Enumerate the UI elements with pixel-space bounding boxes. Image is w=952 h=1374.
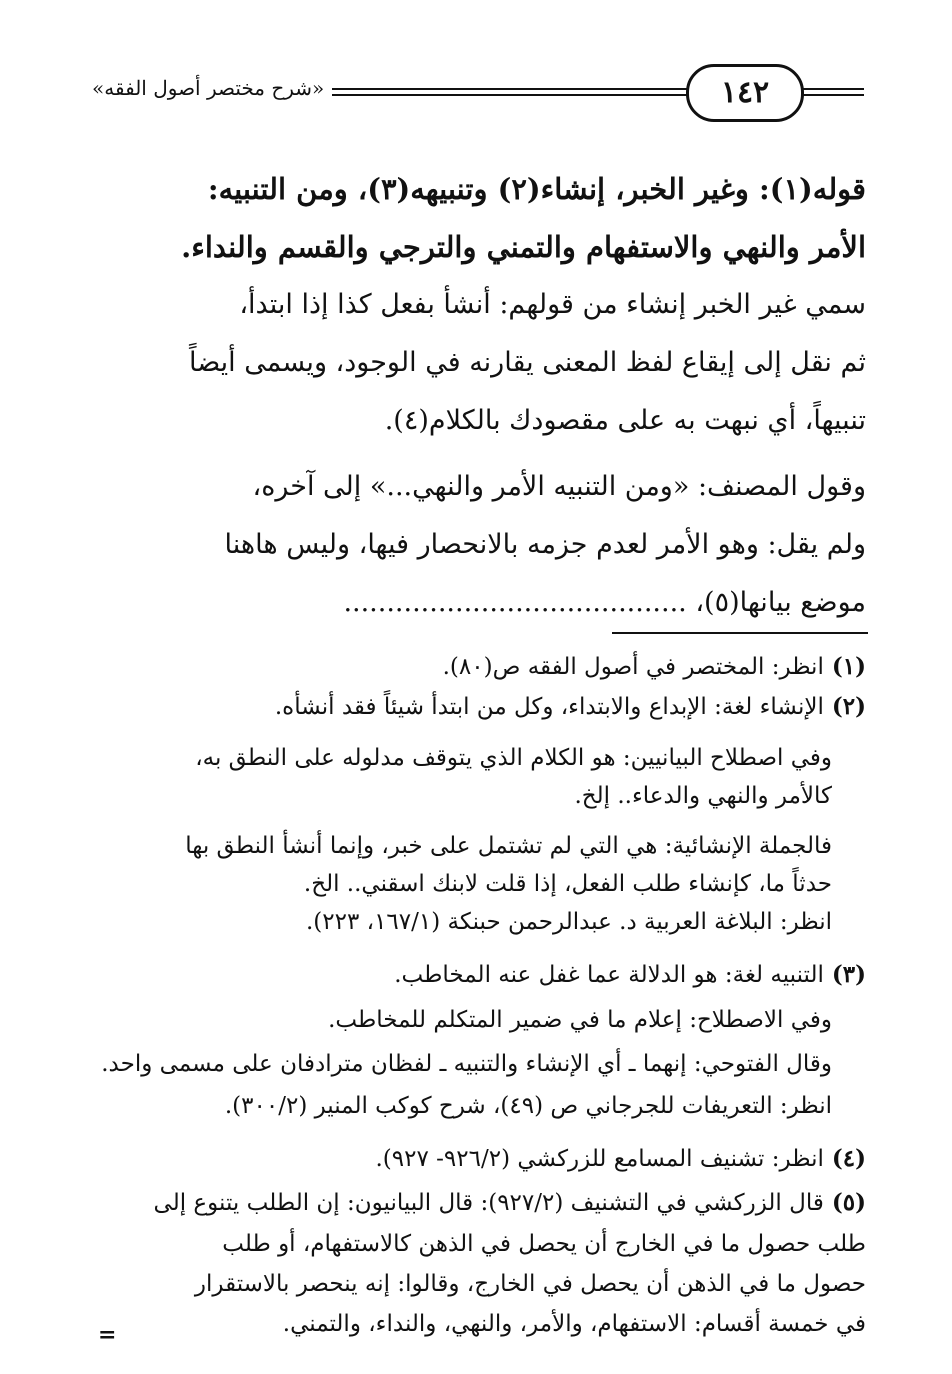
- footnote-5-line: حصول ما في الذهن أن يحصل في الخارج، وقالوا: إنه ينحصر بالاستقرار: [194, 1271, 866, 1297]
- footnote-2: (٢)الإنشاء لغة: الإبداع والابتداء، وكل من ابتدأ شيئاً فقد أنشأه.: [274, 693, 866, 720]
- footnote-5-line: طلب حصول ما في الخارج أن يحصل في الذهن كالاستفهام، أو طلب: [222, 1231, 866, 1257]
- running-title: «شرح مختصر أصول الفقه»: [92, 76, 325, 100]
- paragraph-line: موضع بيانها(٥)، ........................................: [343, 587, 866, 618]
- matn-text: [88, 160, 866, 276]
- paragraph-line: تنبيهاً، أي نبهت به على مقصودك بالكلام(٤).: [384, 405, 866, 436]
- footnote-2-line: حدثاً ما، كإنشاء طلب الفعل، إذا قلت لابنك اسقني.. الخ.: [303, 871, 832, 897]
- header-rule-left-2: [332, 94, 688, 96]
- footnote-3-source: انظر: التعريفات للجرجاني ص (٤٩)، شرح كوكب المنير (٣٠٠/٢).: [224, 1093, 832, 1119]
- footnote-separator: [612, 632, 868, 634]
- footnote-5-line: في خمسة أقسام: الاستفهام، والأمر، والنهي، والنداء، والتمني.: [282, 1311, 866, 1337]
- footnote-2-line: كالأمر والنهي والدعاء.. إلخ.: [574, 783, 832, 809]
- matn-line: الأمر والنهي والاستفهام والتمني والترجي والقسم والنداء.: [181, 230, 866, 264]
- paragraph-line: سمي غير الخبر إنشاء من قولهم: أنشأ بفعل كذا إذا ابتدأ،: [239, 289, 866, 320]
- commentary-paragraph-1: [88, 276, 866, 450]
- paragraph-line: ثم نقل إلى إيقاع لفظ المعنى يقارنه في الوجود، ويسمى أيضاً: [188, 347, 866, 378]
- header-rule-right-2: [798, 94, 864, 96]
- footnote-2-source: انظر: البلاغة العربية د. عبدالرحمن حبنكة (١٦٧/١، ٢٢٣).: [305, 909, 832, 935]
- matn-line: قوله(١): وغير الخبر، إنشاء(٢) وتنبيهه(٣)، ومن التنبيه:: [207, 172, 866, 206]
- paragraph-line: ولم يقل: وهو الأمر لعدم جزمه بالانحصار فيها، وليس هاهنا: [224, 529, 866, 560]
- header-rule-left: [332, 88, 688, 90]
- footnote-4: (٤)انظر: تشنيف المسامع للزركشي (٩٢٦/٢- ٩٢٧).: [375, 1145, 866, 1172]
- footnote-1: (١)انظر: المختصر في أصول الفقه ص(٨٠).: [442, 653, 866, 680]
- commentary-paragraph-2: [88, 458, 866, 632]
- page-header: [0, 62, 952, 122]
- footnote-3: (٣)التنبيه لغة: هو الدلالة عما غفل عنه المخاطب.: [394, 961, 866, 988]
- footnote-3-line: وفي الاصطلاح: إعلام ما في ضمير المتكلم للمخاطب.: [328, 1007, 832, 1033]
- paragraph-line: وقول المصنف: «ومن التنبيه الأمر والنهي...» إلى آخره،: [252, 471, 866, 502]
- footnote-3-line: وقال الفتوحي: إنهما ـ أي الإنشاء والتنبيه ـ لفظان مترادفان على مسمى واحد.: [101, 1051, 832, 1077]
- footnote-2-line: وفي اصطلاح البيانيين: هو الكلام الذي يتوقف مدلوله على النطق به،: [195, 745, 832, 771]
- page-number-badge: ١٤٢: [686, 64, 804, 122]
- footnote-2-line: فالجملة الإنشائية: هي التي لم تشتمل على خبر، وإنما أنشأ النطق بها: [185, 833, 832, 859]
- continuation-mark: =: [98, 1322, 117, 1348]
- header-rule-right: [798, 88, 864, 90]
- footnote-5: (٥)قال الزركشي في التشنيف (٩٢٧/٢): قال البيانيون: إن الطلب يتنوع إلى: [153, 1189, 866, 1216]
